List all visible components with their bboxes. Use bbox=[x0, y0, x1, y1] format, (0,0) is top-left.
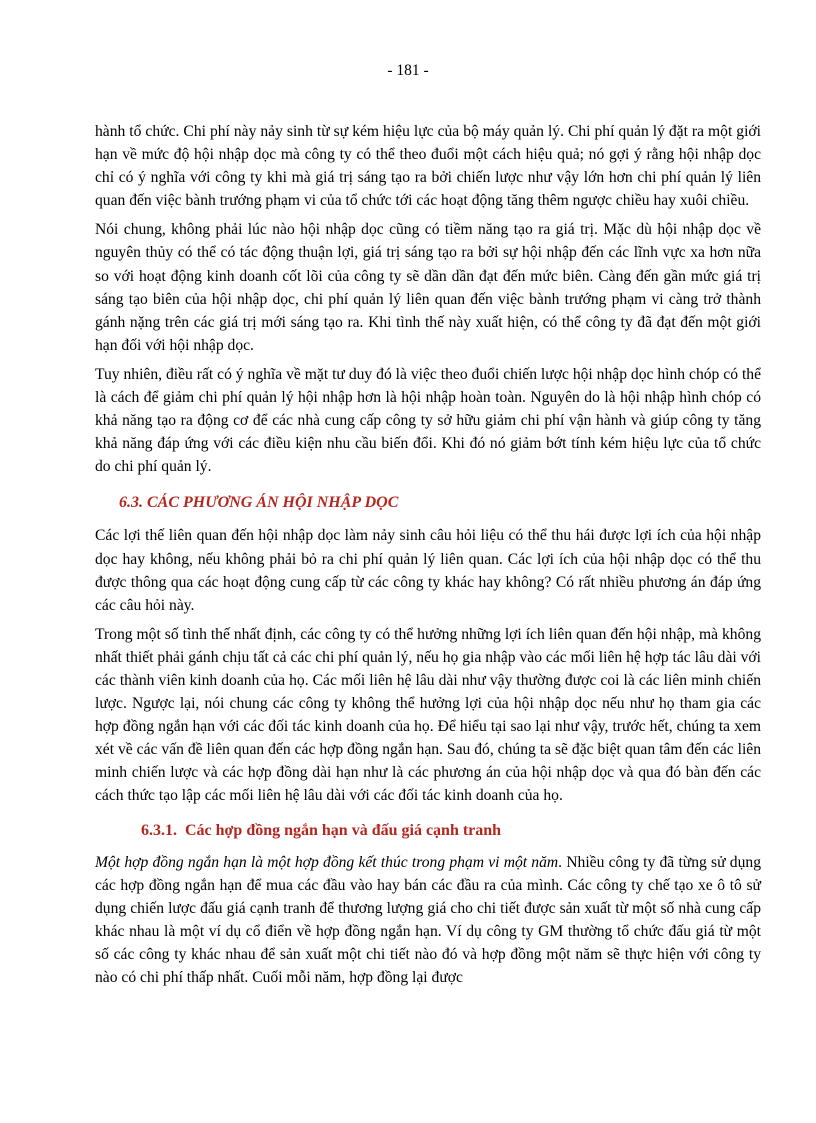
definition-italic: Một hợp đồng ngắn hạn là một hợp đồng kết thúc trong phạm vi một năm bbox=[95, 853, 559, 871]
paragraph-3: Tuy nhiên, điều rất có ý nghĩa về mặt tư duy đó là việc theo đuổi chiến lược hội nhập dọc hình chóp có thể là cách để giảm chi phí quản lý hội nhập hơn là hội nhập hoàn toàn. Nguyên do là hội nhập hình chóp có khả năng tạo ra động cơ để các nhà cung cấp công ty sở hữu giảm chi phí vận hành và giúp công ty tăng khả năng đáp ứng với các điều kiện nhu cầu biến đổi. Khi đó nó giảm bớt tính kém hiệu lực của tổ chức do chi phí quản lý. bbox=[95, 365, 761, 476]
subsection-title: Các hợp đồng ngắn hạn và đấu giá cạnh tranh bbox=[185, 821, 502, 839]
paragraph-4: Các lợi thế liên quan đến hội nhập dọc làm nảy sinh câu hỏi liệu có thể thu hái được lợi ích của hội nhập dọc hay không, nếu không phải bỏ ra chi phí quản lý liên quan. Các lợi ích của hội nhập dọc có thể thu được thông qua các hoạt động cung cấp từ các công ty khác hay không? Có rất nhiều phương án đáp ứng các câu hỏi này. bbox=[95, 527, 761, 614]
paragraph-6 bbox=[95, 851, 761, 990]
paragraph-5: Trong một số tình thế nhất định, các công ty có thể hưởng những lợi ích liên quan đến hội nhập, mà không nhất thiết phải gánh chịu tất cả các chi phí quản lý, nếu họ gia nhập vào các mối liên hệ hợp tác lâu dài với các thành viên kinh doanh của họ. Các mối liên hệ lâu dài như vậy thường được coi là các liên minh chiến lược. Ngược lại, nói chung các công ty không thể hưởng lợi của hội nhập dọc nếu như họ tham gia các hợp đồng ngắn hạn với các đối tác kinh doanh của họ. Để hiểu tại sao lại như vậy, trước hết, chúng ta xem xét về các vấn đề liên quan đến các hợp đồng ngắn hạn. Sau đó, chúng ta sẽ đặc biệt quan tâm đến các liên minh chiến lược và các hợp đồng dài hạn như là các phương án của hội nhập dọc và qua đó bàn đến các cách thức tạo lập các mối liên hệ lâu dài với các đối tác kinh doanh của họ. bbox=[95, 625, 761, 805]
section-heading: 6.3. CÁC PHƯƠNG ÁN HỘI NHẬP DỌC bbox=[119, 494, 399, 512]
page-number: - 181 - bbox=[387, 62, 429, 79]
subsection-heading bbox=[141, 820, 761, 842]
subsection-number: 6.3.1. bbox=[141, 821, 177, 839]
page-body bbox=[95, 120, 761, 995]
paragraph-2: Nói chung, không phải lúc nào hội nhập dọc cũng có tiềm năng tạo ra giá trị. Mặc dù hội nhập dọc về nguyên thủy có thể có tác động thuận lợi, giá trị sáng tạo ra bởi sự hội nhập đến các lĩnh vực xa hơn nữa so với hoạt động kinh doanh cốt lõi của công ty sẽ dần dần đạt đến mức biên. Càng đến gần mức giá trị sáng tạo biên của hội nhập dọc, chi phí quản lý liên quan đến việc bành trướng phạm vi càng trở thành gánh nặng trên các giá trị mới sáng tạo ra. Khi tình thế này xuất hiện, có thể công ty đã đạt đến một giới hạn đối với hội nhập dọc. bbox=[95, 221, 761, 354]
paragraph-1: hành tổ chức. Chi phí này nảy sinh từ sự kém hiệu lực của bộ máy quản lý. Chi phí quản lý đặt ra một giới hạn về mức độ hội nhập dọc mà công ty có thể theo đuổi một cách hiệu quả; nó gợi ý rằng hội nhập dọc chỉ có ý nghĩa với công ty khi mà giá trị sáng tạo ra bởi chiến lược như vậy lớn hơn chi phí quản lý liên quan đến việc bành trướng phạm vi của tổ chức tới các hoạt động tăng thêm ngược chiều hay xuôi chiều. bbox=[95, 123, 761, 210]
paragraph-6-text: . Nhiều công ty đã từng sử dụng các hợp đồng ngắn hạn để mua các đầu vào hay bán các đầu ra của mình. Các công ty chế tạo xe ô tô sử dụng chiến lược đấu giá cạnh tranh để thương lượng giá cho chi tiết được sản xuất từ một số nhà cung cấp khác nhau là một ví dụ cổ điển về hợp đồng ngắn hạn. Ví dụ công ty GM thường tổ chức đấu giá từ một số các công ty khác nhau để sản xuất một chi tiết nào đó và hợp đồng một năm sẽ thực hiện với công ty nào có chi phí thấp nhất. Cuối mỗi năm, hợp đồng lại được bbox=[95, 853, 761, 986]
